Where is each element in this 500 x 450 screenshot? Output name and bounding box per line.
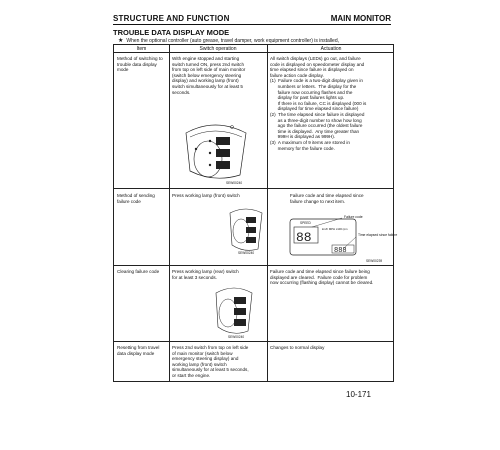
section-title: STRUCTURE AND FUNCTION [113,14,230,23]
figure-code: SEW00239 [366,259,383,263]
row1-actuation: All switch displays (LEDs) go out, and failure code is displayed on speedometer display and time elapsed since failure is displayed on failure action code display. (1) Failure code is a two-digit display given in numbers or letters. The display for the failure now occurring flashes and the display for past failures lights up. If there is no failure, CC is displayed (000 is displayed for time elapsed since failure) (2) The time elapsed since failure is displayed as a three-digit number to show how long ago the failure occurred (the oldest failure time is displayed. Any time greater than 999H is displayed as 999H). (3) A maximum of 9 items are stored in memory for the failure code. [270,56,367,151]
unit-labels: km/h MPH x100 rpm [322,227,348,231]
install-note-text: When the optional controller (auto grease, travel damper, work equipment controller) is installed, [126,38,339,44]
failure-code-label: Failure code [344,215,363,219]
row4-actuation: Changes to normal display [270,345,325,350]
trouble-data-table [113,44,398,382]
speed-label: SPEED [300,221,311,225]
time-elapsed-label: Time elapsed since failure [358,233,398,237]
svg-text:88: 88 [296,230,312,245]
row3-operation: Press working lamp (rear) switch for at least 3 seconds. [172,269,239,280]
svg-text:888: 888 [334,247,347,255]
mode-title: TROUBLE DATA DISPLAY MODE [113,28,230,37]
row2-actuation: Failure code and time elapsed since failure change to next item. [290,193,364,204]
monitor-switch-panel-figure [214,283,254,339]
row-divider [114,52,393,53]
row2-item: Method of sending failure code [117,193,155,204]
row4-item: Resetting from travel data display mode [117,345,160,356]
column-divider [169,45,170,381]
row3-item: Clearing failure code [117,269,160,274]
install-note [118,37,339,44]
switch-panel-drawing [214,283,254,339]
monitor-switch-panel-figure [228,205,264,255]
row2-operation: Press working lamp (front) switch [172,193,240,198]
figure-code: SEW00240 [228,335,245,339]
switch-panel-drawing [228,205,264,255]
column-header-actuation: Actuation [320,46,342,52]
star-icon: ★ [118,38,124,44]
row1-item: Method of switching to trouble data display mode [117,56,163,73]
row-divider [114,341,393,342]
page-header [113,14,391,26]
monitor-switch-panel-figure [180,119,250,187]
row3-actuation: Failure code and time elapsed since failure being displayed are cleared. Failure code for problem now occurring (flashing display) cannot be cleared. [270,269,374,286]
column-header-switch-operation: Switch operation [199,46,237,52]
figure-code: SEW00240 [226,181,243,185]
figure-code: SEW00240 [238,251,255,255]
column-divider [267,45,268,381]
column-header-item: Item [136,46,147,52]
speedometer-display-drawing [282,215,392,263]
subsection-title: MAIN MONITOR [330,14,391,23]
row-divider [114,265,393,266]
row-divider [114,188,393,189]
row1-operation: With engine stopped and starting switch turned ON, press 2nd switch from top on left side of main monitor (switch below emergency steering display) and working lamp (front) switch simultaneously for at least 5 seconds. [172,56,246,95]
speedometer-display-figure [282,215,398,263]
page-number: 10-171 [346,390,371,399]
switch-panel-drawing [180,119,250,187]
row4-operation: Press 2nd switch from top on left side of main monitor (switch below emergency steering display) and working lamp (front) switch simultaneously for at least 5 seconds, or start the engine. [172,345,249,378]
header-rule [113,24,391,25]
